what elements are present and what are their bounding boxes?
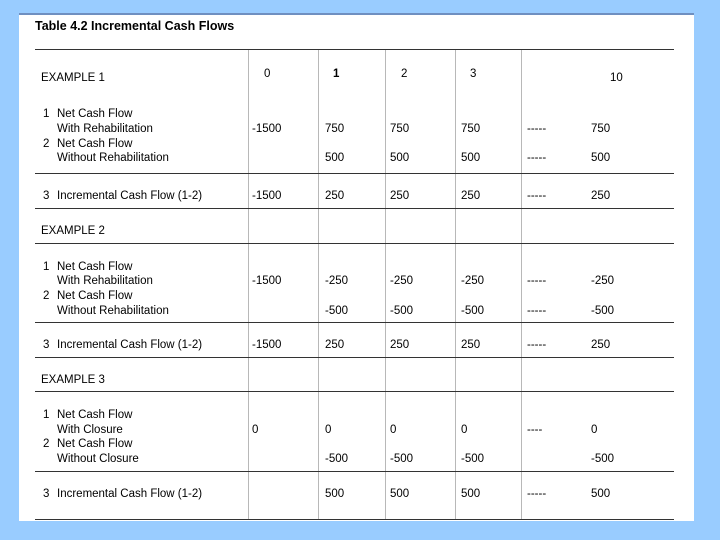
cell-value: 500 xyxy=(591,488,611,500)
cell-value: 250 xyxy=(461,339,481,351)
row-divider xyxy=(35,173,674,174)
cell-value: 250 xyxy=(325,190,345,202)
row-number: 1 xyxy=(43,261,50,273)
cell-value: -500 xyxy=(390,453,414,465)
row-divider xyxy=(35,357,674,358)
column-divider xyxy=(455,50,456,519)
cell-value: 0 xyxy=(461,424,468,436)
cell-value: -1500 xyxy=(252,123,282,135)
row-label: Net Cash Flow xyxy=(57,409,133,421)
cell-value: -500 xyxy=(390,305,414,317)
cell-value: ----- xyxy=(527,190,547,202)
row-label: Incremental Cash Flow (1-2) xyxy=(57,190,203,202)
table-title: Table 4.2 Incremental Cash Flows xyxy=(35,19,235,33)
cell-value: ----- xyxy=(527,152,547,164)
row-number: 3 xyxy=(43,190,50,202)
cell-value: -500 xyxy=(461,305,485,317)
cell-value: 250 xyxy=(591,339,611,351)
row-divider xyxy=(35,322,674,323)
row-divider xyxy=(35,391,674,392)
cell-value: 0 xyxy=(325,424,332,436)
row-sublabel: Without Rehabilitation xyxy=(57,305,169,317)
row-number: 2 xyxy=(43,138,50,150)
period-header: 1 xyxy=(333,68,340,80)
example-label: EXAMPLE 3 xyxy=(41,374,105,386)
cell-value: -250 xyxy=(325,275,349,287)
cell-value: 0 xyxy=(390,424,397,436)
cell-value: ----- xyxy=(527,275,547,287)
cell-value: 250 xyxy=(461,190,481,202)
cell-value: -250 xyxy=(461,275,485,287)
row-divider xyxy=(35,208,674,209)
column-divider xyxy=(248,50,249,519)
cell-value: ----- xyxy=(527,305,547,317)
row-label: Net Cash Flow xyxy=(57,438,133,450)
cell-value: 0 xyxy=(591,424,598,436)
row-label: Net Cash Flow xyxy=(57,261,133,273)
period-header: 10 xyxy=(610,72,623,84)
row-label: Net Cash Flow xyxy=(57,138,133,150)
cell-value: 750 xyxy=(390,123,410,135)
row-number: 1 xyxy=(43,409,50,421)
cell-value: 500 xyxy=(390,488,410,500)
column-divider xyxy=(385,50,386,519)
cell-value: -500 xyxy=(325,305,349,317)
cell-value: ----- xyxy=(527,339,547,351)
row-divider xyxy=(35,471,674,472)
row-divider xyxy=(35,243,674,244)
period-header: 0 xyxy=(264,68,271,80)
cell-value: -500 xyxy=(325,453,349,465)
row-sublabel: With Closure xyxy=(57,424,123,436)
row-sublabel: With Rehabilitation xyxy=(57,123,153,135)
column-divider xyxy=(521,50,522,519)
cell-value: 250 xyxy=(390,190,410,202)
cell-value: 500 xyxy=(461,488,481,500)
slide xyxy=(19,13,694,521)
cell-value: -1500 xyxy=(252,190,282,202)
row-label: Net Cash Flow xyxy=(57,108,133,120)
row-number: 3 xyxy=(43,339,50,351)
cell-value: -250 xyxy=(591,275,615,287)
example-label: EXAMPLE 1 xyxy=(41,72,105,84)
cell-value: 500 xyxy=(325,488,345,500)
period-header: 3 xyxy=(470,68,477,80)
cell-value: 0 xyxy=(252,424,259,436)
cell-value: ---- xyxy=(527,424,543,436)
cell-value: -500 xyxy=(461,453,485,465)
row-sublabel: Without Rehabilitation xyxy=(57,152,169,164)
cell-value: -500 xyxy=(591,305,615,317)
cell-value: 250 xyxy=(325,339,345,351)
row-number: 1 xyxy=(43,108,50,120)
row-sublabel: With Rehabilitation xyxy=(57,275,153,287)
cell-value: -1500 xyxy=(252,339,282,351)
cell-value: 250 xyxy=(591,190,611,202)
cell-value: -250 xyxy=(390,275,414,287)
cell-value: 750 xyxy=(591,123,611,135)
cell-value: 500 xyxy=(591,152,611,164)
cash-flow-table xyxy=(35,49,674,520)
example-label: EXAMPLE 2 xyxy=(41,225,105,237)
cell-value: 750 xyxy=(325,123,345,135)
column-divider xyxy=(318,50,319,519)
cell-value: 500 xyxy=(325,152,345,164)
row-sublabel: Without Closure xyxy=(57,453,139,465)
row-label: Incremental Cash Flow (1-2) xyxy=(57,488,203,500)
cell-value: ----- xyxy=(527,123,547,135)
row-number: 3 xyxy=(43,488,50,500)
period-header: 2 xyxy=(401,68,408,80)
cell-value: 500 xyxy=(390,152,410,164)
row-label: Net Cash Flow xyxy=(57,290,133,302)
cell-value: ----- xyxy=(527,488,547,500)
cell-value: 750 xyxy=(461,123,481,135)
cell-value: 250 xyxy=(390,339,410,351)
row-number: 2 xyxy=(43,290,50,302)
cell-value: -500 xyxy=(591,453,615,465)
cell-value: 500 xyxy=(461,152,481,164)
row-label: Incremental Cash Flow (1-2) xyxy=(57,339,203,351)
cell-value: -1500 xyxy=(252,275,282,287)
row-number: 2 xyxy=(43,438,50,450)
